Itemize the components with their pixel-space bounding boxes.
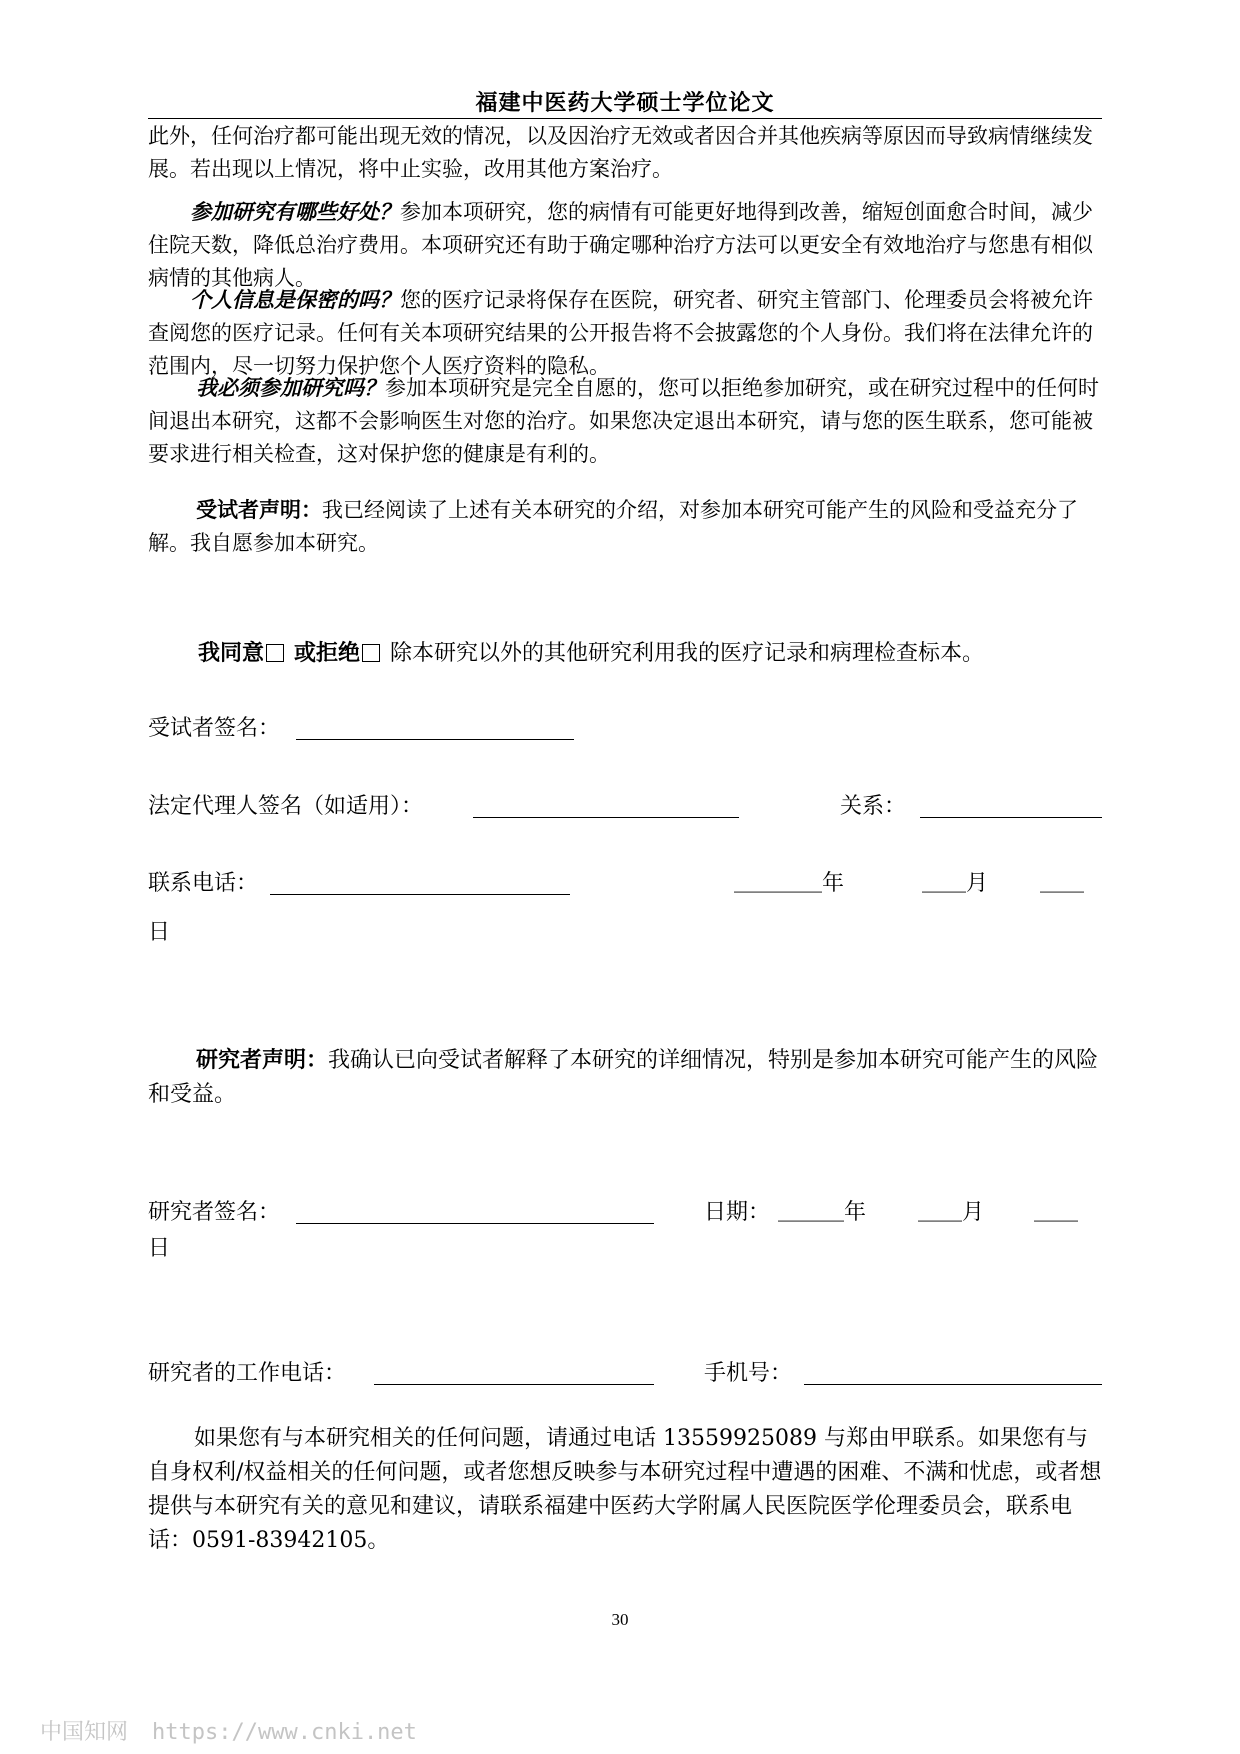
- relation-field[interactable]: [920, 817, 1102, 818]
- researcher-date-label: 日期：: [704, 1200, 771, 1225]
- watermark-brand: 中国知网: [40, 1720, 129, 1745]
- intro-paragraph: 此外，任何治疗都可能出现无效的情况，以及因治疗无效或者因合并其他疾病等原因而导致病情继续发展。若出现以上情况，将中止实验，改用其他方案治疗。: [148, 124, 1093, 181]
- mobile-field[interactable]: [804, 1384, 1102, 1385]
- date-month-blank[interactable]: ＿＿月: [922, 871, 989, 896]
- page-header-title: 福建中医药大学硕士学位论文: [475, 90, 775, 116]
- work-phone-label: 研究者的工作电话：: [148, 1361, 347, 1386]
- work-phone-field[interactable]: [374, 1384, 654, 1385]
- page-number: 30: [611, 1610, 629, 1629]
- consent-line: [198, 636, 1102, 670]
- phone-field[interactable]: [270, 894, 570, 895]
- researcher-statement: [148, 1043, 1102, 1112]
- relation-label: 关系：: [840, 794, 907, 819]
- date-day-blank[interactable]: ＿＿: [1040, 871, 1085, 896]
- agree-checkbox[interactable]: [266, 644, 284, 662]
- watermark-url: https://www.cnki.net: [152, 1720, 417, 1745]
- benefits-text: 参加本项研究，您的病情有可能更好地得到改善，缩短创面愈合时间，减少住院天数，降低总治疗费用。本项研究还有助于确定哪种治疗方法可以更安全有效地治疗与您患有相似病情的其他病人。: [148, 200, 1093, 290]
- researcher-statement-text: 我确认已向受试者解释了本研究的详细情况，特别是参加本研究可能产生的风险和受益。: [148, 1048, 1099, 1107]
- researcher-date-month-blank[interactable]: ＿＿月: [918, 1200, 985, 1225]
- day-label: 日: [148, 920, 171, 945]
- subject-signature-field[interactable]: [296, 739, 574, 740]
- privacy-lead: 个人信息是保密的吗？: [190, 287, 400, 312]
- subject-statement-lead: 受试者声明：: [196, 497, 322, 522]
- subject-statement: [148, 493, 1102, 560]
- guardian-signature-field[interactable]: [473, 817, 739, 818]
- voluntary-text: 参加本项研究是完全自愿的，您可以拒绝参加研究，或在研究过程中的任何时间退出本研究，这都不会影响医生对您的治疗。如果您决定退出本研究，请与您的医生联系，您可能被要求进行相关检查，这对保护您的健康是有利的。: [148, 376, 1099, 466]
- header-rule: [148, 118, 1102, 119]
- privacy-paragraph: [148, 283, 1102, 383]
- researcher-day-row: [148, 1232, 1102, 1266]
- researcher-phone-row: [148, 1357, 1102, 1391]
- subject-signature-row: [148, 712, 1102, 746]
- subject-statement-text: 我已经阅读了上述有关本研究的介绍，对参加本研究可能产生的风险和受益充分了解。我自愿参加本研究。: [148, 498, 1078, 555]
- researcher-signature-label: 研究者签名：: [148, 1200, 281, 1225]
- researcher-date-day-blank[interactable]: ＿＿: [1034, 1200, 1079, 1225]
- phone-label: 联系电话：: [148, 871, 259, 896]
- date-year-blank[interactable]: ＿＿＿＿年: [734, 871, 845, 896]
- consent-agree-label: 我同意: [198, 640, 265, 666]
- researcher-day-label: 日: [148, 1236, 171, 1261]
- consent-refuse-label: 或拒绝: [294, 640, 361, 666]
- benefits-paragraph: [148, 195, 1102, 295]
- day-row: [148, 916, 1102, 950]
- subject-signature-label: 受试者签名：: [148, 716, 281, 741]
- benefits-lead: 参加研究有哪些好处？: [190, 199, 400, 224]
- researcher-signature-row: [148, 1196, 1102, 1230]
- guardian-signature-label: 法定代理人签名（如适用）：: [148, 794, 424, 819]
- refuse-checkbox[interactable]: [362, 644, 380, 662]
- guardian-signature-row: [148, 790, 1102, 824]
- contact-paragraph: 如果您有与本研究相关的任何问题，请通过电话 13559925089 与郑由甲联系。如果您有与自身权利/权益相关的任何问题，或者您想反映参与本研究过程中遭遇的困难、不满和忧虑，或者想提供与本研究有关的意见和建议，请联系福建中医药大学附属人民医院医学伦理委员会，联系电话：0591-83942105。: [148, 1426, 1102, 1553]
- consent-text: 除本研究以外的其他研究利用我的医疗记录和病理检查标本。: [390, 641, 985, 666]
- voluntary-paragraph: [148, 371, 1102, 471]
- researcher-date-year-blank[interactable]: ＿＿＿年: [778, 1200, 867, 1225]
- phone-row: [148, 867, 1102, 901]
- cnki-watermark: [40, 1715, 441, 1746]
- researcher-statement-lead: 研究者声明：: [196, 1047, 329, 1073]
- privacy-text: 您的医疗记录将保存在医院，研究者、研究主管部门、伦理委员会将被允许查阅您的医疗记录。任何有关本项研究结果的公开报告将不会披露您的个人身份。我们将在法律允许的范围内，尽一切努力保护您个人医疗资料的隐私。: [148, 288, 1093, 378]
- researcher-signature-field[interactable]: [296, 1223, 654, 1224]
- voluntary-lead: 我必须参加研究吗？: [196, 375, 385, 400]
- mobile-label: 手机号：: [704, 1361, 793, 1386]
